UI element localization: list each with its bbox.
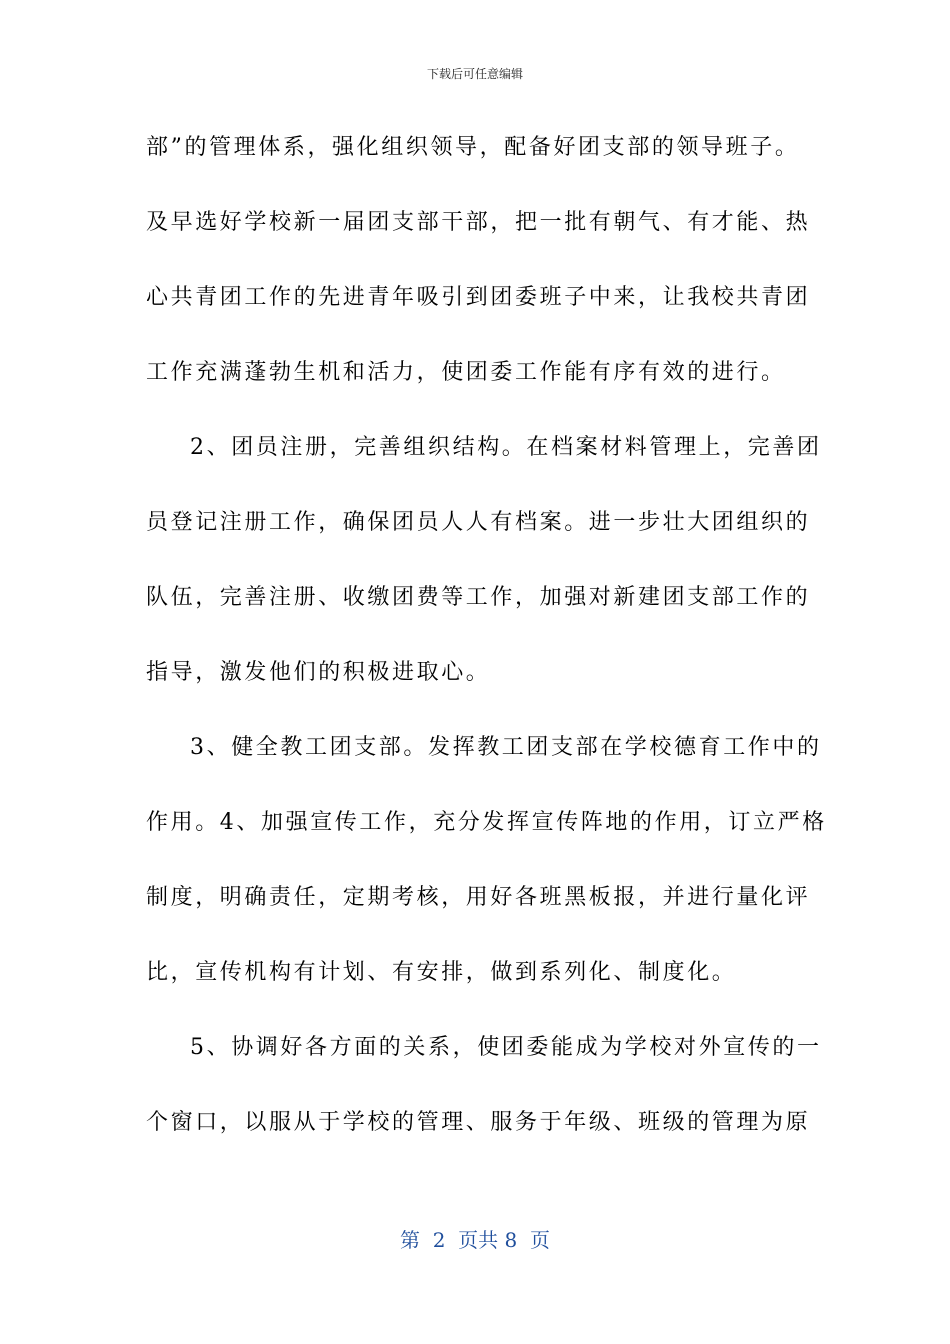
page-number-footer: 第 2 页共 8 页 — [400, 1228, 550, 1252]
text-line: 指导，激发他们的积极进取心。 — [146, 660, 491, 685]
text-line: 部”的管理体系，强化组织领导，配备好团支部的领导班子。 — [146, 135, 800, 160]
text-line: 及早选好学校新一届团支部干部，把一批有朝气、有才能、热 — [146, 210, 811, 235]
paragraph-start-line: 2、团员注册，完善组织结构。在档案材料管理上，完善团 — [190, 435, 822, 460]
paragraph-start-line: 3、健全教工团支部。发挥教工团支部在学校德育工作中的 — [190, 735, 822, 760]
page-header-note: 下载后可任意编辑 — [426, 67, 523, 81]
text-line: 心共青团工作的先进青年吸引到团委班子中来，让我校共青团 — [146, 285, 811, 310]
text-line: 制度，明确责任，定期考核，用好各班黑板报，并进行量化评 — [146, 885, 811, 910]
text-line: 作用。4、加强宣传工作，充分发挥宣传阵地的作用，订立严格 — [146, 810, 827, 835]
paragraph-start-line: 5、协调好各方面的关系，使团委能成为学校对外宣传的一 — [190, 1035, 822, 1060]
document-body — [146, 110, 827, 1160]
text-line: 比，宣传机构有计划、有安排，做到系列化、制度化。 — [146, 960, 737, 985]
text-line: 队伍，完善注册、收缴团费等工作，加强对新建团支部工作的 — [146, 585, 811, 610]
text-line: 员登记注册工作，确保团员人人有档案。进一步壮大团组织的 — [146, 510, 811, 535]
text-line: 工作充满蓬勃生机和活力，使团委工作能有序有效的进行。 — [146, 360, 786, 385]
text-line: 个窗口，以服从于学校的管理、服务于年级、班级的管理为原 — [146, 1110, 811, 1135]
